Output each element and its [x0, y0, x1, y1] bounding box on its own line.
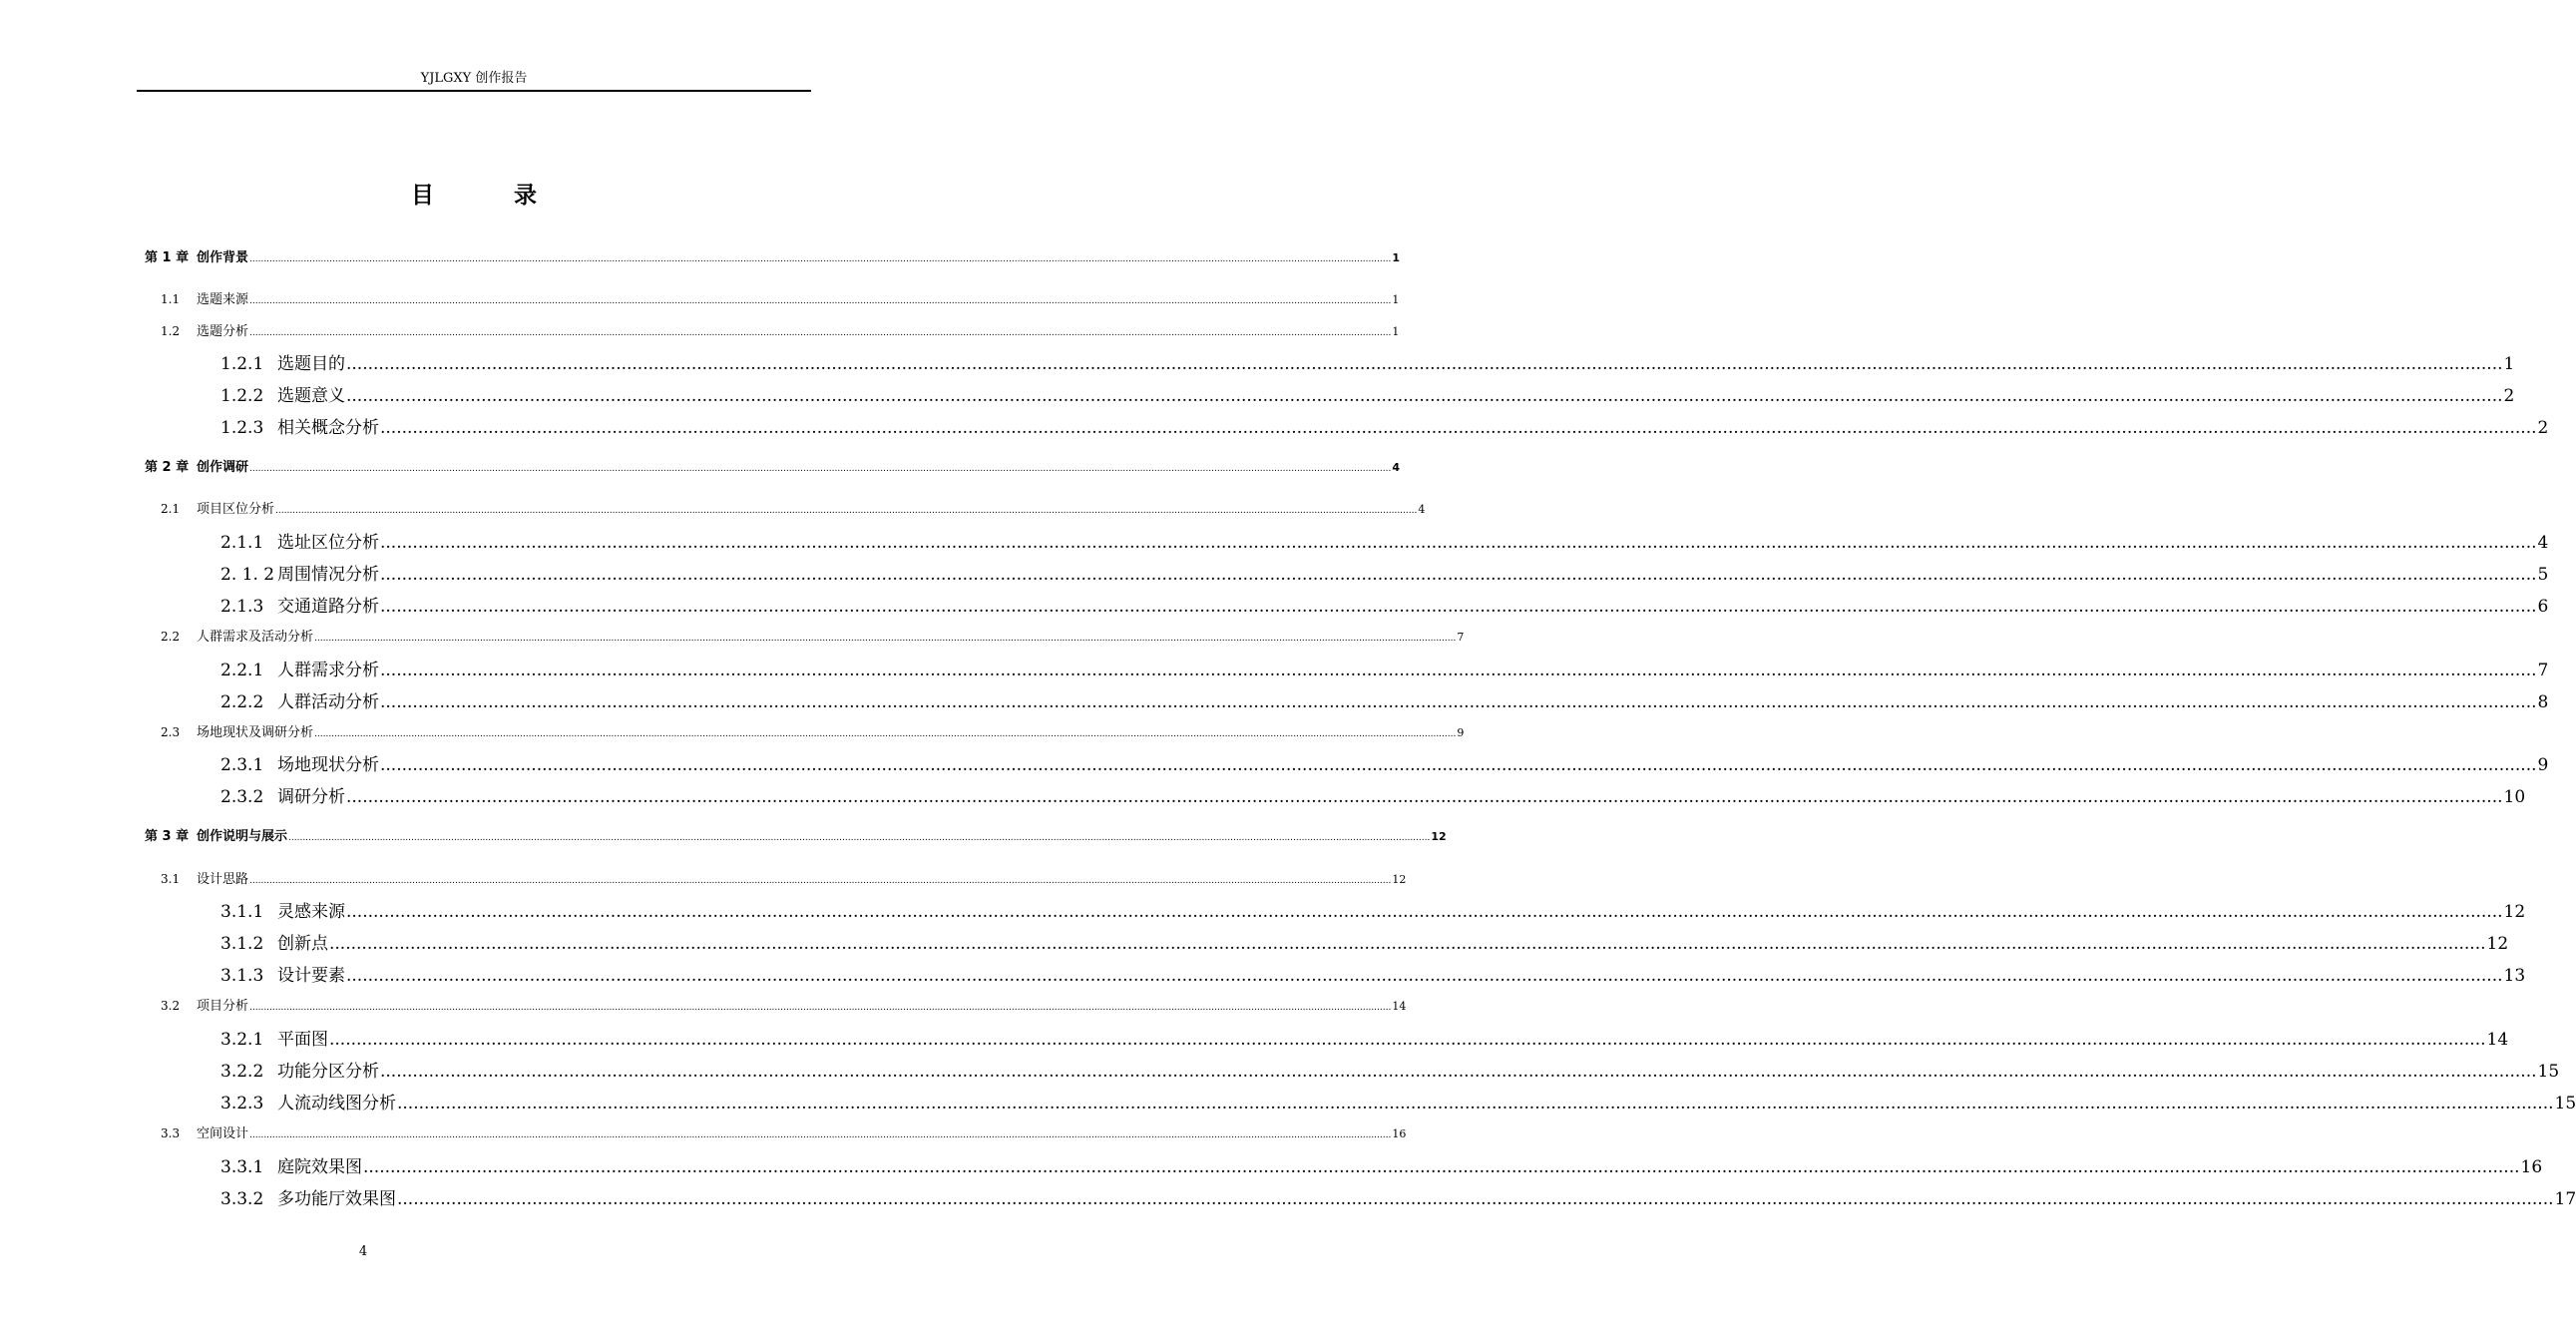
toc-entry[interactable]	[161, 997, 1407, 1015]
toc-entry-page: 12	[1431, 830, 1447, 843]
toc-dot-leader: ................................................................................................................................................................................................................................................................................................................................................................................................................	[380, 692, 2537, 712]
toc-entry[interactable]	[161, 628, 1465, 646]
toc-entry-title: 选址区位分析	[277, 533, 379, 553]
toc-entry-title: 选题来源	[197, 292, 249, 307]
toc-entry-title: 人流动线图分析	[277, 1094, 396, 1114]
toc-entry-title: 项目分析	[197, 999, 249, 1014]
toc-entry-title: 周围情况分析	[277, 565, 379, 585]
toc-entry-number: 1.2.3	[220, 418, 264, 438]
toc-dot-leader: ................................................................................................................................................................................................................................................................................................................................................................................................................	[397, 1094, 2554, 1114]
toc-dot-leader: ................................................................................................................................................................................................................................................................................................................................................................................................................	[380, 661, 2537, 680]
toc-entry-title: 庭院效果图	[277, 1157, 362, 1177]
toc-entry-title: 项目区位分析	[197, 502, 275, 517]
toc-entry[interactable]	[220, 690, 2549, 714]
header-rule	[137, 90, 811, 92]
toc-entry[interactable]	[220, 531, 2549, 555]
toc-dot-leader: ................................................................................................................................................................................................................................................................................................................................................................................................................	[249, 1003, 1392, 1013]
toc-entry-page: 6	[2537, 597, 2549, 617]
toc-entry-title: 创作背景	[197, 250, 249, 265]
toc-entry-title: 多功能厅效果图	[277, 1189, 396, 1209]
toc-entry-number: 3.1	[161, 872, 181, 886]
toc-entry-number: 3.2.2	[220, 1062, 264, 1082]
toc-entry-page: 7	[2537, 661, 2549, 680]
toc-dot-leader: ................................................................................................................................................................................................................................................................................................................................................................................................................	[380, 1062, 2537, 1082]
toc-entry-page: 10	[2503, 787, 2526, 807]
toc-entry-number: 3.2.1	[220, 1030, 264, 1050]
toc-entry-number: 1.2.2	[220, 386, 264, 406]
toc-entry-title: 人群需求及活动分析	[197, 630, 314, 645]
toc-title: 目 录	[410, 183, 573, 209]
toc-entry-page: 15	[2554, 1094, 2576, 1114]
toc-entry-title: 场地现状分析	[277, 755, 379, 775]
toc-dot-leader: ................................................................................................................................................................................................................................................................................................................................................................................................................	[346, 386, 2503, 406]
toc-entry[interactable]	[220, 659, 2549, 682]
toc-entry-title: 场地现状及调研分析	[197, 725, 314, 740]
toc-entry[interactable]	[220, 1155, 2543, 1179]
toc-entry-number: 1.2	[161, 324, 181, 338]
toc-entry-number: 第 2 章	[145, 460, 190, 475]
toc-dot-leader: ................................................................................................................................................................................................................................................................................................................................................................................................................	[275, 506, 1418, 516]
toc-entry-page: 16	[1392, 1127, 1407, 1140]
toc-entry[interactable]	[145, 249, 1401, 267]
toc-entry[interactable]	[220, 1187, 2576, 1211]
toc-entry-title: 选题目的	[277, 354, 345, 374]
toc-entry-title: 交通道路分析	[277, 597, 379, 617]
toc-entry-number: 2.2	[161, 630, 181, 644]
toc-entry-number: 第 3 章	[145, 829, 190, 844]
page-number: 4	[358, 1244, 368, 1259]
toc-entry-title: 创作调研	[197, 460, 249, 475]
toc-entry-number: 第 1 章	[145, 250, 190, 265]
toc-dot-leader: ................................................................................................................................................................................................................................................................................................................................................................................................................	[397, 1189, 2554, 1209]
toc-dot-leader: ................................................................................................................................................................................................................................................................................................................................................................................................................	[380, 533, 2537, 553]
toc-entry-number: 3.3.2	[220, 1189, 264, 1209]
toc-entry-number: 2.3.1	[220, 755, 264, 775]
toc-entry-number: 3.3	[161, 1126, 181, 1140]
toc-entry-page: 12	[2503, 902, 2526, 922]
toc-entry-title: 创新点	[277, 934, 328, 954]
toc-entry-number: 3.3.1	[220, 1157, 264, 1177]
toc-entry-number: 2.2.2	[220, 692, 264, 712]
toc-dot-leader: ................................................................................................................................................................................................................................................................................................................................................................................................................	[346, 787, 2503, 807]
toc-entry[interactable]	[220, 1092, 2576, 1116]
toc-dot-leader: ................................................................................................................................................................................................................................................................................................................................................................................................................	[249, 464, 1392, 474]
toc-dot-leader: ................................................................................................................................................................................................................................................................................................................................................................................................................	[249, 328, 1392, 338]
toc-entry[interactable]	[220, 595, 2549, 619]
toc-entry-page: 4	[2537, 533, 2549, 553]
toc-entry-page: 5	[2537, 565, 2549, 585]
toc-dot-leader: ................................................................................................................................................................................................................................................................................................................................................................................................................	[346, 966, 2503, 986]
toc-entry-number: 1.2.1	[220, 354, 264, 374]
toc-entry-number: 2.1	[161, 502, 181, 516]
toc-dot-leader: ................................................................................................................................................................................................................................................................................................................................................................................................................	[346, 354, 2503, 374]
toc-entry-title: 人群需求分析	[277, 661, 379, 680]
toc-dot-leader: ................................................................................................................................................................................................................................................................................................................................................................................................................	[329, 934, 2486, 954]
toc-entry[interactable]	[161, 322, 1400, 340]
toc-dot-leader: ................................................................................................................................................................................................................................................................................................................................................................................................................	[249, 254, 1392, 264]
toc-entry[interactable]	[220, 416, 2549, 440]
toc-dot-leader: ................................................................................................................................................................................................................................................................................................................................................................................................................	[380, 418, 2537, 438]
page-header: YJLGXY 创作报告	[420, 71, 528, 86]
toc-entry-page: 12	[1392, 873, 1407, 886]
toc-dot-leader: ................................................................................................................................................................................................................................................................................................................................................................................................................	[380, 565, 2537, 585]
toc-entry-title: 平面图	[277, 1030, 328, 1050]
toc-entry[interactable]	[161, 290, 1400, 308]
toc-entry-title: 创作说明与展示	[197, 829, 288, 844]
toc-dot-leader: ................................................................................................................................................................................................................................................................................................................................................................................................................	[346, 902, 2503, 922]
toc-entry[interactable]	[220, 1060, 2560, 1084]
toc-dot-leader: ................................................................................................................................................................................................................................................................................................................................................................................................................	[363, 1157, 2520, 1177]
toc-entry-title: 空间设计	[197, 1126, 249, 1141]
toc-entry[interactable]	[161, 1124, 1407, 1142]
toc-entry[interactable]	[220, 964, 2526, 988]
toc-entry[interactable]	[220, 352, 2515, 376]
toc-entry[interactable]	[220, 900, 2526, 924]
toc-entry-page: 14	[1392, 1000, 1407, 1013]
toc-entry-title: 调研分析	[277, 787, 345, 807]
toc-entry-number: 3.2.3	[220, 1094, 264, 1114]
toc-entry[interactable]	[220, 753, 2549, 777]
toc-entry-page: 1	[1392, 293, 1400, 306]
toc-entry-page: 2	[2537, 418, 2549, 438]
toc-entry-number: 3.1.2	[220, 934, 264, 954]
toc-entry-number: 2. 1. 2	[220, 565, 275, 585]
toc-entry-number: 3.2	[161, 999, 181, 1013]
toc-entry-number: 2.2.1	[220, 661, 264, 680]
toc-entry[interactable]	[145, 828, 1447, 846]
toc-entry-page: 4	[1392, 461, 1401, 474]
toc-entry-number: 2.1.1	[220, 533, 264, 553]
toc-entry-page: 9	[2537, 755, 2549, 775]
toc-dot-leader: ................................................................................................................................................................................................................................................................................................................................................................................................................	[288, 833, 1431, 843]
toc-dot-leader: ................................................................................................................................................................................................................................................................................................................................................................................................................	[249, 876, 1392, 886]
toc-entry-page: 4	[1418, 503, 1426, 516]
toc-entry[interactable]	[220, 1028, 2509, 1052]
toc-entry-page: 16	[2520, 1157, 2543, 1177]
toc-entry-number: 2.1.3	[220, 597, 264, 617]
toc-dot-leader: ................................................................................................................................................................................................................................................................................................................................................................................................................	[249, 1130, 1392, 1140]
toc-entry-page: 7	[1457, 631, 1465, 644]
toc-entry-title: 选题意义	[277, 386, 345, 406]
toc-entry[interactable]	[145, 459, 1401, 477]
toc-entry-page: 13	[2503, 966, 2526, 986]
toc-entry-number: 1.1	[161, 292, 181, 306]
toc-entry-number: 2.3	[161, 725, 181, 739]
toc-entry[interactable]	[161, 500, 1426, 518]
toc-entry-number: 2.3.2	[220, 787, 264, 807]
toc-entry[interactable]	[220, 932, 2509, 956]
toc-entry-page: 12	[2486, 934, 2509, 954]
toc-dot-leader: ................................................................................................................................................................................................................................................................................................................................................................................................................	[314, 729, 1457, 739]
toc-entry-page: 1	[1392, 325, 1400, 338]
toc-entry-number: 3.1.1	[220, 902, 264, 922]
toc-entry-title: 相关概念分析	[277, 418, 379, 438]
toc-entry[interactable]	[220, 785, 2526, 809]
toc-entry-page: 17	[2554, 1189, 2576, 1209]
toc-dot-leader: ................................................................................................................................................................................................................................................................................................................................................................................................................	[314, 634, 1457, 644]
toc-entry-page: 9	[1457, 726, 1465, 739]
toc-entry-page: 2	[2503, 386, 2515, 406]
toc-entry-title: 设计思路	[197, 872, 249, 887]
toc-entry[interactable]	[220, 384, 2515, 408]
toc-dot-leader: ................................................................................................................................................................................................................................................................................................................................................................................................................	[380, 755, 2537, 775]
toc-entry[interactable]	[220, 563, 2549, 587]
toc-entry-title: 灵感来源	[277, 902, 345, 922]
toc-entry-page: 8	[2537, 692, 2549, 712]
toc-entry-title: 设计要素	[277, 966, 345, 986]
toc-entry[interactable]	[161, 723, 1465, 741]
toc-dot-leader: ................................................................................................................................................................................................................................................................................................................................................................................................................	[380, 597, 2537, 617]
toc-entry-page: 14	[2486, 1030, 2509, 1050]
toc-entry-title: 选题分析	[197, 324, 249, 339]
toc-entry-title: 功能分区分析	[277, 1062, 379, 1082]
toc-dot-leader: ................................................................................................................................................................................................................................................................................................................................................................................................................	[249, 296, 1392, 306]
toc-entry-title: 人群活动分析	[277, 692, 379, 712]
toc-entry-number: 3.1.3	[220, 966, 264, 986]
toc-entry[interactable]	[161, 870, 1407, 888]
toc-entry-page: 1	[1392, 251, 1401, 264]
toc-entry-page: 1	[2503, 354, 2515, 374]
toc-dot-leader: ................................................................................................................................................................................................................................................................................................................................................................................................................	[329, 1030, 2486, 1050]
toc-entry-page: 15	[2537, 1062, 2560, 1082]
